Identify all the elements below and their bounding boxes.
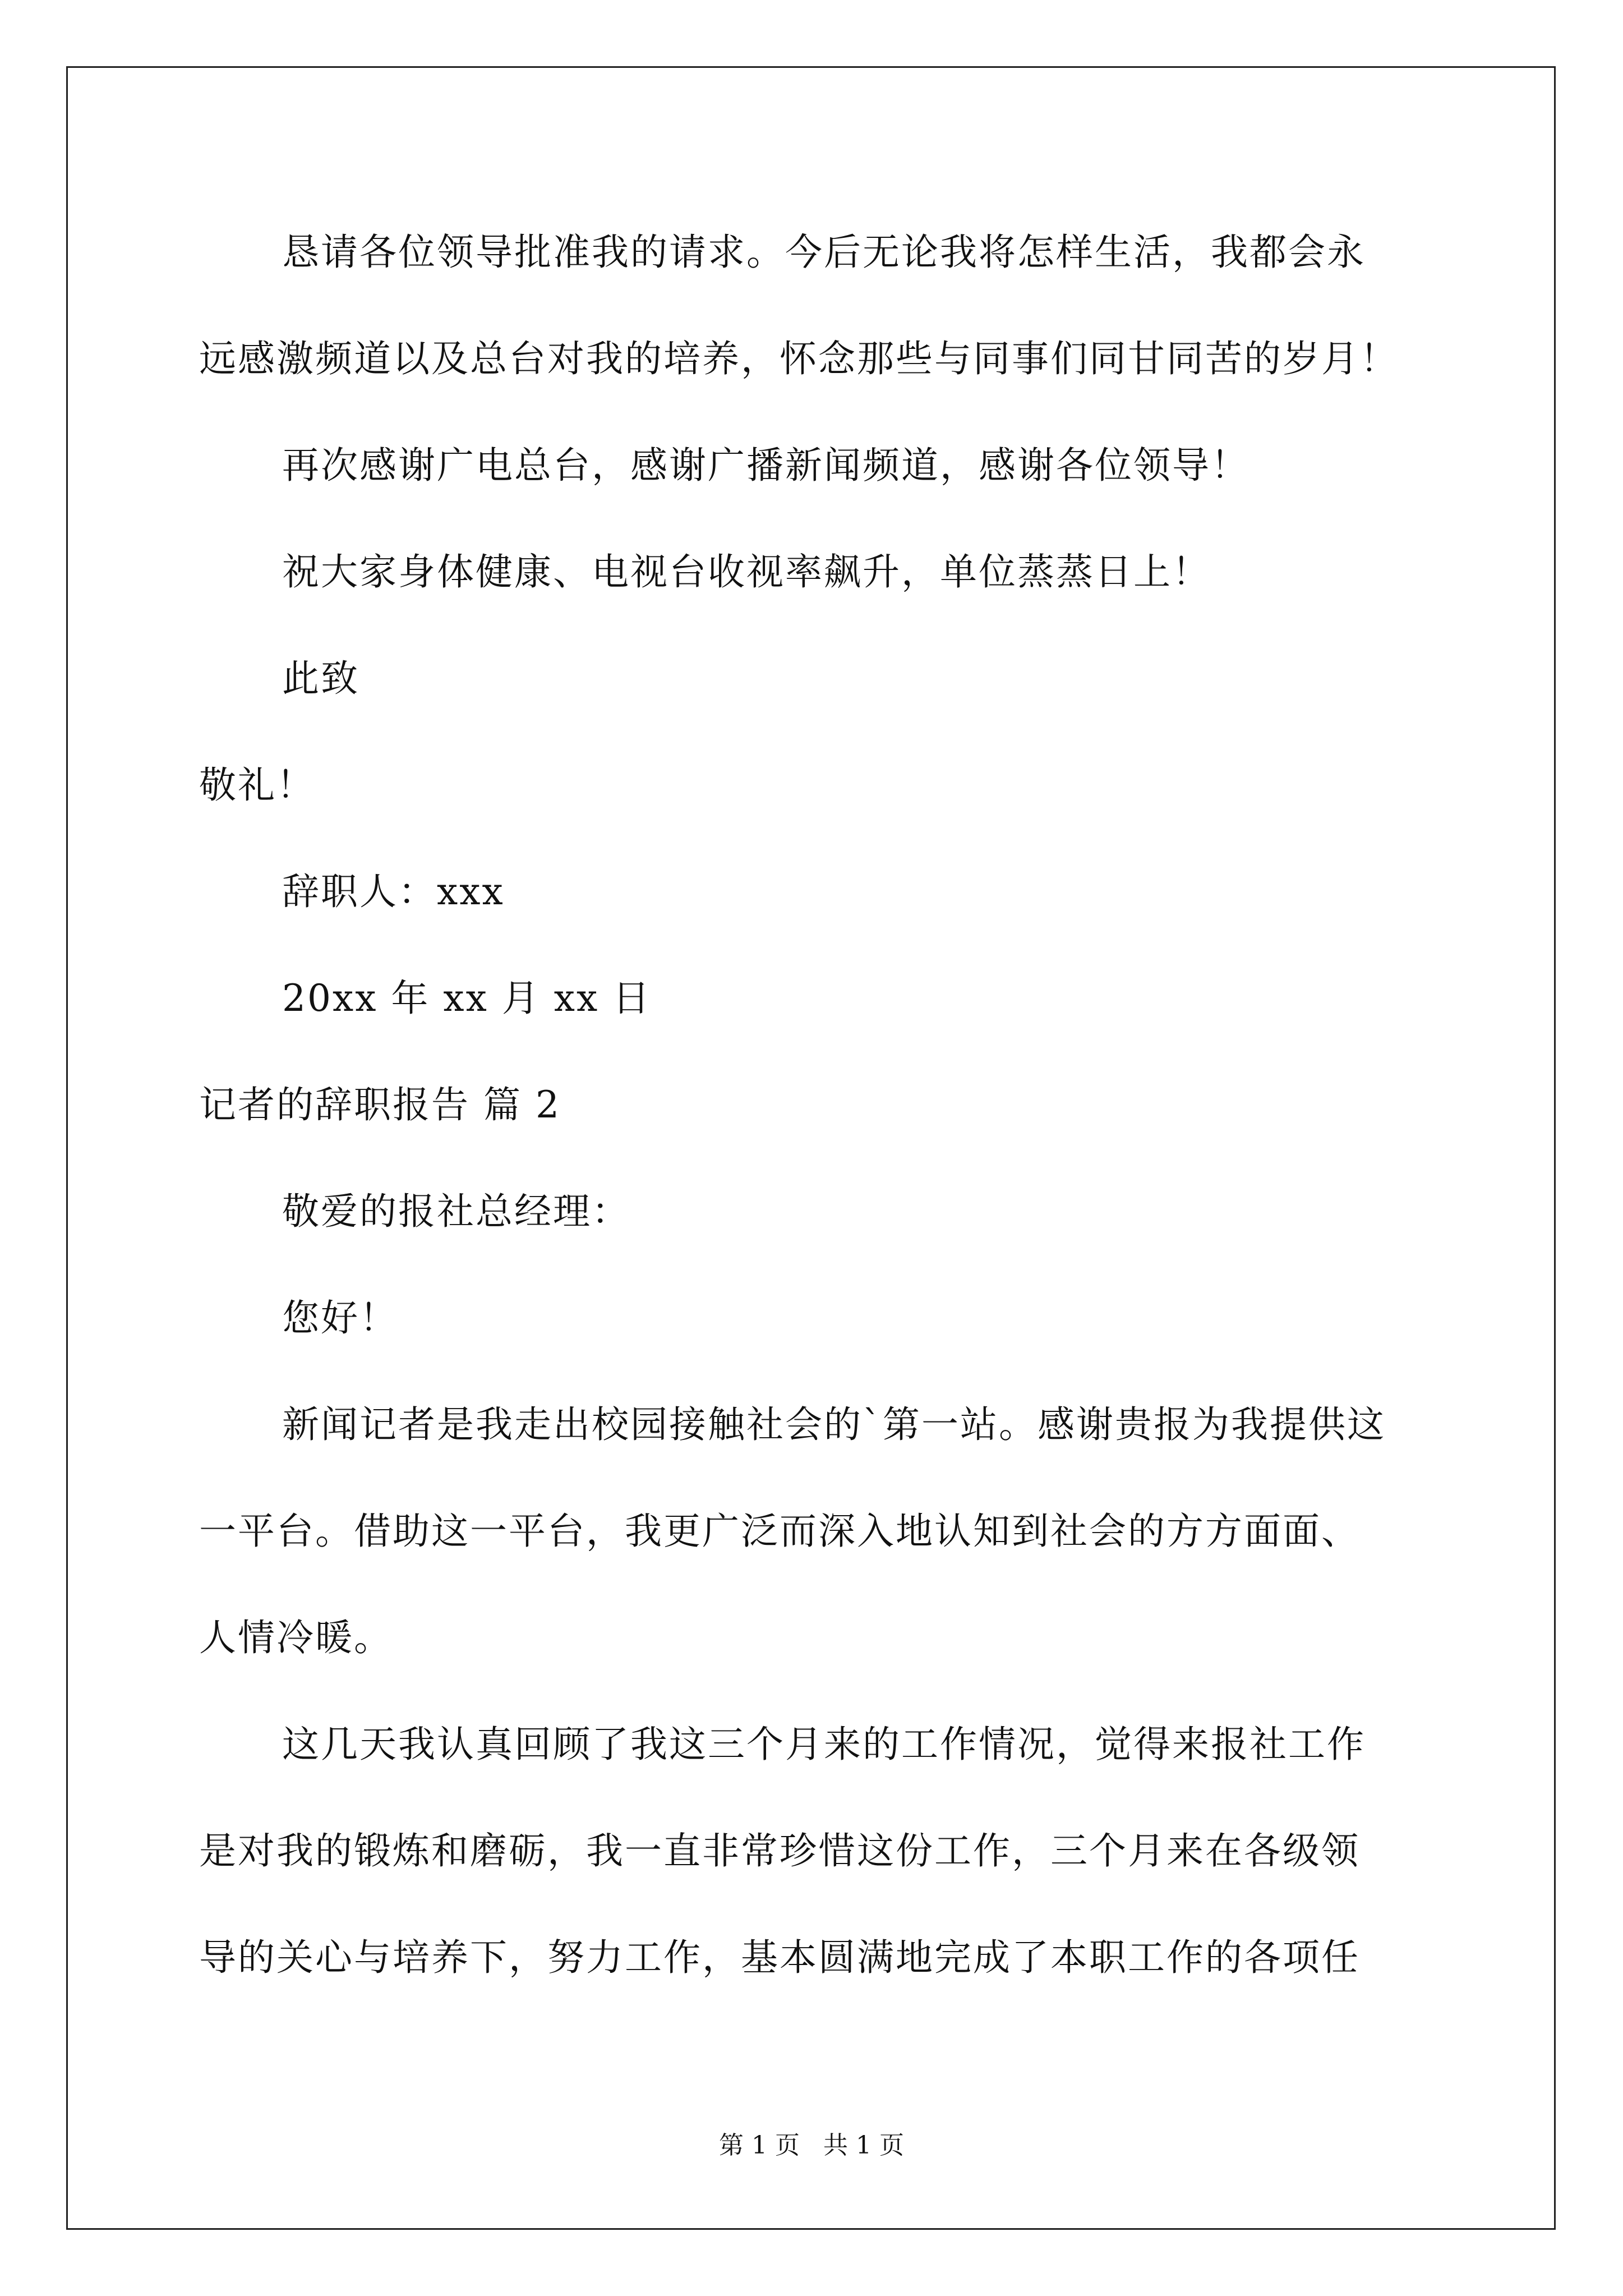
- page-total: 共 1 页: [823, 2131, 904, 2160]
- paragraph-line: 新闻记者是我走出校园接触社会的`第一站。感谢贵报为我提供这: [282, 1403, 1386, 1446]
- page-number: 第 1 页: [719, 2131, 800, 2160]
- paragraph-line: 远感激频道以及总台对我的培养，怀念那些与同事们同甘同苦的岁月！: [199, 337, 1399, 380]
- signature-date: 20xx 年 xx 月 xx 日: [282, 977, 652, 1020]
- page-border: [66, 66, 1556, 2230]
- greeting: 您好！: [282, 1296, 398, 1340]
- paragraph-line: 导的关心与培养下，努力工作，基本圆满地完成了本职工作的各项任: [199, 1936, 1360, 1979]
- closing-regards: 敬礼！: [199, 763, 315, 807]
- paragraph-line: 这几天我认真回顾了我这三个月来的工作情况，觉得来报社工作: [282, 1723, 1366, 1766]
- paragraph-line: 是对我的锻炼和磨砺，我一直非常珍惜这份工作，三个月来在各级领: [199, 1829, 1360, 1872]
- signature-name: 辞职人：xxx: [282, 870, 505, 913]
- paragraph-line: 祝大家身体健康、电视台收视率飙升，单位蒸蒸日上！: [282, 550, 1211, 593]
- paragraph-line: 人情冷暖。: [199, 1616, 393, 1659]
- page-footer: [0, 2129, 1623, 2162]
- paragraph-line: 一平台。借助这一平台，我更广泛而深入地认知到社会的方方面面、: [199, 1510, 1360, 1553]
- paragraph-line: 再次感谢广电总台，感谢广播新闻频道，感谢各位领导！: [282, 444, 1249, 487]
- section-heading: 记者的辞职报告 篇 2: [199, 1083, 561, 1126]
- closing-salutation: 此致: [282, 657, 359, 700]
- paragraph-line: 恳请各位领导批准我的请求。今后无论我将怎样生活，我都会永: [282, 231, 1366, 274]
- greeting-recipient: 敬爱的报社总经理：: [282, 1190, 630, 1233]
